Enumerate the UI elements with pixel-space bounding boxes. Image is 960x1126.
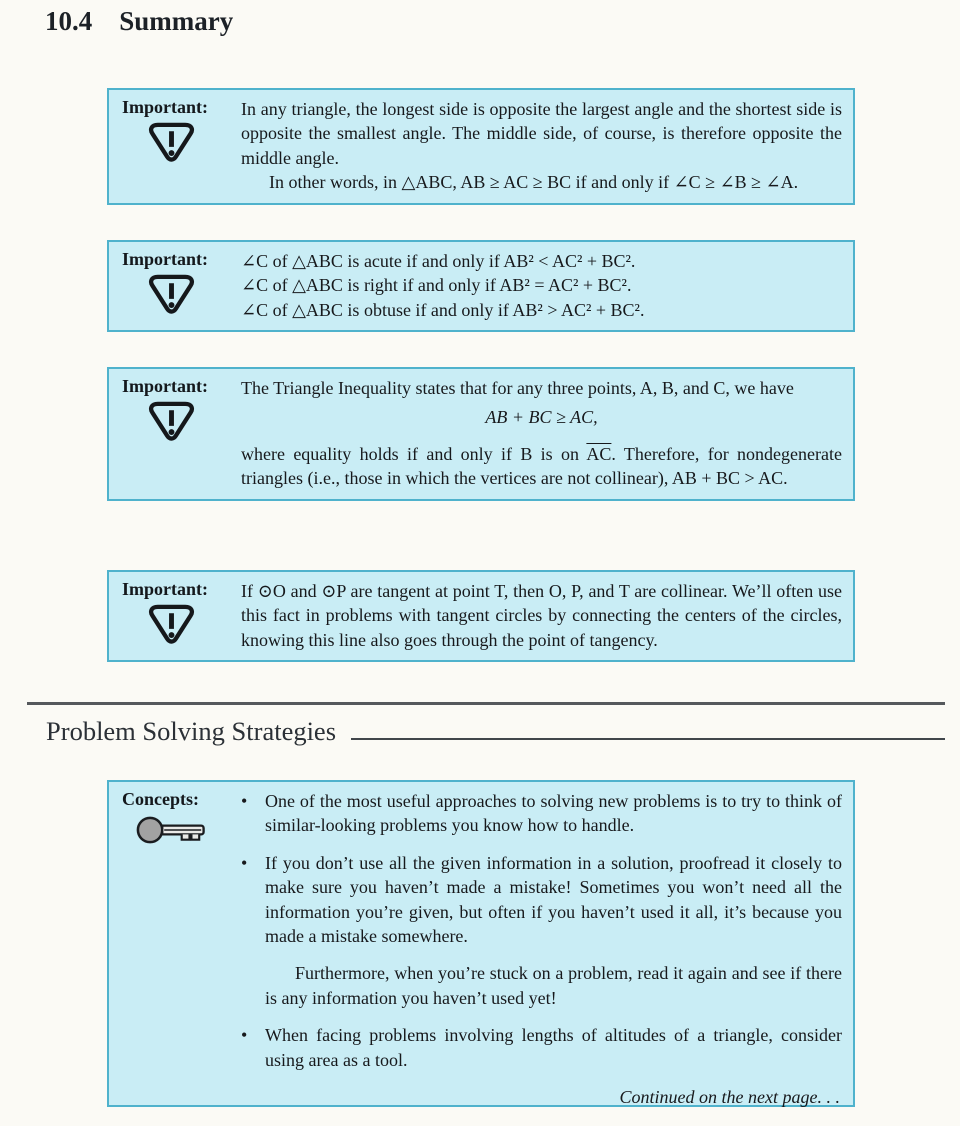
bullet-text: When facing problems involving lengths of altitudes of a triangle, consider using area as a tool.	[265, 1025, 842, 1070]
box-line: ∠C of △ABC is acute if and only if AB² < AC² + BC².	[241, 251, 636, 271]
concepts-label-column	[109, 782, 241, 1105]
bullet-marker: •	[241, 791, 248, 811]
warning-exclamation-icon	[122, 602, 220, 645]
warning-exclamation-icon	[122, 120, 220, 163]
box-paragraph: In any triangle, the longest side is opposite the largest angle and the shortest side is opposite the smallest angle. The middle side, of course, is therefore opposite the middle angle.	[241, 99, 842, 168]
important-box-1	[107, 88, 855, 205]
bullet-text: If you don’t use all the given information in a solution, proofread it closely to make sure you haven’t made a mistake! Sometimes you won’t need all the information you’re given, but often if you haven’t used it all, it’s because you made a mistake somewhere.	[265, 852, 842, 947]
important-label: Important:	[122, 376, 208, 396]
important-box-2	[107, 240, 855, 332]
key-icon	[122, 812, 220, 848]
important-box-2-label-column	[109, 242, 241, 330]
important-box-4-label-column	[109, 572, 241, 660]
concepts-box	[107, 780, 855, 1107]
bullet-item	[241, 1023, 842, 1072]
bullet-marker: •	[241, 1025, 248, 1046]
important-label: Important:	[122, 97, 208, 117]
bullet-item	[241, 789, 842, 838]
important-box-1-content	[241, 90, 853, 203]
important-label: Important:	[122, 579, 208, 599]
section-divider-rule	[27, 702, 945, 705]
continued-note: Continued on the next page. . .	[619, 1087, 840, 1108]
important-box-4-content	[241, 572, 853, 660]
important-label: Important:	[122, 249, 208, 269]
paragraph-segment: . Therefore, for nondegenerate triangles (i.e., those in which the vertices are not collinear), AB + BC > AC.	[241, 443, 842, 489]
important-box-2-content	[241, 242, 853, 330]
warning-exclamation-icon	[122, 272, 220, 315]
concepts-box-content	[241, 782, 853, 1108]
box-line: ∠C of △ABC is right if and only if AB² = AC² + BC².	[241, 275, 632, 296]
paragraph-segment: where equality holds if and only if B is on	[241, 443, 587, 464]
segment-overline-AC: $\overline{AC}$	[586, 443, 612, 464]
important-box-3-content	[241, 369, 853, 499]
heading-underline	[351, 738, 945, 740]
box-paragraph	[241, 442, 842, 491]
bullet-text: One of the most useful approaches to solving new problems is to try to think of similar-looking problems you know how to handle.	[265, 791, 842, 836]
problem-solving-strategies-heading	[46, 716, 945, 747]
important-box-3	[107, 367, 855, 501]
section-number: 10.4	[45, 6, 93, 36]
bullet-item	[241, 851, 842, 949]
triangle-inequality-equation: AB + BC ≥ AC,	[485, 407, 598, 428]
page-title	[45, 6, 233, 37]
box-line: ∠C of △ABC is obtuse if and only if AB² > AC² + BC².	[241, 299, 645, 320]
important-box-1-label-column	[109, 90, 241, 203]
warning-exclamation-icon	[122, 399, 220, 442]
concepts-label: Concepts:	[122, 789, 199, 809]
continuation-paragraph: Furthermore, when you’re stuck on a problem, read it again and see if there is any information you haven’t used yet!	[265, 963, 842, 1008]
box-paragraph: If ⊙O and ⊙P are tangent at point T, then O, P, and T are collinear. We’ll often use this fact in problems with tangent circles by connecting the centers of the circles, knowing this line also goes through the point of tangency.	[241, 581, 842, 650]
important-box-4	[107, 570, 855, 662]
important-box-3-label-column	[109, 369, 241, 499]
box-paragraph: In other words, in △ABC, AB ≥ AC ≥ BC if and only if ∠C ≥ ∠B ≥ ∠A.	[269, 172, 799, 193]
box-paragraph: The Triangle Inequality states that for any three points, A, B, and C, we have	[241, 378, 794, 398]
section-title: Summary	[119, 6, 234, 36]
heading-text: Problem Solving Strategies	[46, 716, 337, 746]
bullet-marker: •	[241, 852, 248, 873]
